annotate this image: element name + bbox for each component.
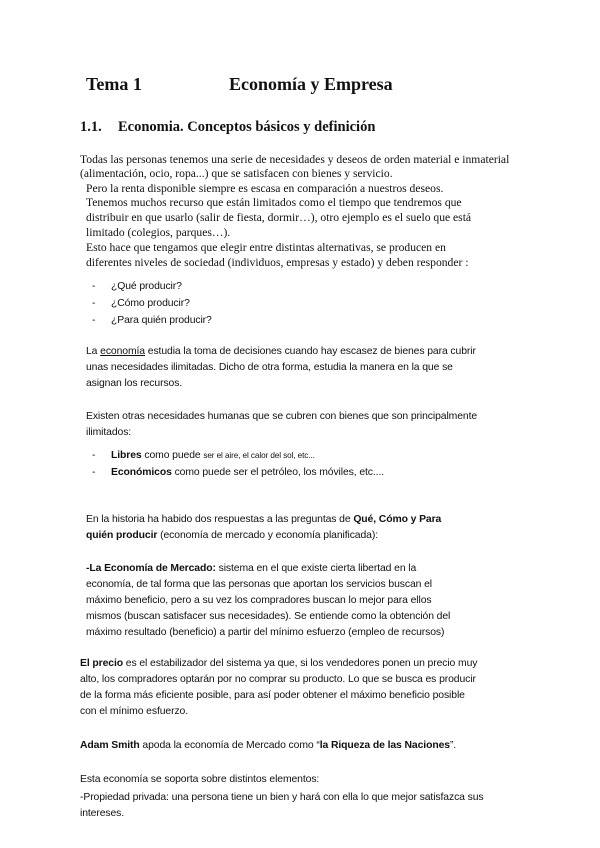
smith-book: la Riqueza de las Naciones (319, 740, 450, 751)
goods-item-libres: - Libres como puede ser el aire, el calor del sol, etc... (92, 450, 315, 461)
intro-line-3: Pero la renta disponible siempre es escasa en comparación a nuestros deseos. (86, 182, 444, 195)
economia-def-line-2: unas necesidades ilimitadas. Dicho de otra forma, estudia la manera en la que se (86, 362, 453, 373)
tema-title: Economía y Empresa (229, 74, 393, 94)
economia-def-line-3: asignan los recursos. (86, 378, 183, 389)
section-title: Economia. Conceptos básicos y definición (118, 119, 376, 135)
question-item-1: - ¿Qué producir? (92, 279, 95, 295)
market-line-4: mismos (buscan satisfacer sus necesidades). Se entiende como la obtención del (86, 611, 451, 622)
market-line-5: máximo resultado (beneficio) a partir del mínimo esfuerzo (empleo de recursos) (86, 627, 445, 638)
question-text: ¿Qué producir? (111, 281, 182, 292)
history-line-1: En la historia ha habido dos respuestas a las preguntas de Qué, Cómo y Para (86, 514, 442, 525)
smith-line: Adam Smith apoda la economía de Mercado como “la Riqueza de las Naciones”. (80, 740, 457, 751)
economia-term: economía (100, 346, 145, 357)
intro-line-8: diferentes niveles de sociedad (individuos, empresas y estado) y deben responder : (86, 256, 469, 269)
market-term: -La Economía de Mercado: (86, 563, 216, 574)
economicos-term: Económicos (111, 467, 172, 478)
intro-line-6: limitado (colegios, parques…). (86, 226, 231, 239)
goods-item-economicos: - Económicos como puede ser el petróleo, los móviles, etc.... (92, 467, 385, 478)
economia-def-line-1: La economía estudia la toma de decisiones cuando hay escasez de bienes para cubrir (86, 346, 476, 357)
question-item-2: - ¿Cómo producir? (92, 296, 95, 312)
price-line-2: alto, los compradores optarán por no comprar su producto. Lo que se busca es producir (80, 674, 476, 685)
tema-label: Tema 1 (86, 74, 142, 94)
price-line-3: de la forma más eficiente posible, para así poder obtener el máximo beneficio posible (80, 690, 465, 701)
question-text: ¿Para quién producir? (111, 315, 212, 326)
libres-term: Libres (111, 450, 142, 461)
intro-line-4: Tenemos muchos recurso que están limitados como el tiempo que tendremos que (86, 196, 462, 209)
other-needs-line-2: ilimitados: (86, 427, 132, 438)
elements-line-3: intereses. (80, 808, 125, 819)
price-line-4: con el mínimo esfuerzo. (80, 706, 189, 717)
price-line-1: El precio es el estabilizador del sistema ya que, si los vendedores ponen un precio muy (80, 658, 478, 669)
market-line-2: economía, de tal forma que las personas que aportan los servicios buscan el (86, 579, 432, 590)
other-needs-line-1: Existen otras necesidades humanas que se cubren con bienes que son principalmente (86, 411, 478, 422)
smith-name: Adam Smith (80, 740, 140, 751)
question-item-3: - ¿Para quién producir? (92, 313, 95, 329)
intro-line-5: distribuir en que usarlo (salir de fiesta, dormir…), otro ejemplo es el suelo que está (86, 211, 472, 224)
market-line-3: máximo beneficio, pero a su vez los compradores buscan lo mejor para ellos (86, 595, 432, 606)
elements-line-2: -Propiedad privada: una persona tiene un bien y hará con ella lo que mejor satisfazca sus (80, 792, 484, 803)
intro-line-2: (alimentación, ocio, ropa...) que se satisfacen con bienes y servicio. (80, 167, 393, 180)
question-text: ¿Cómo producir? (111, 298, 190, 309)
market-line-1: -La Economía de Mercado: sistema en el que existe cierta libertad en la (86, 563, 417, 574)
intro-line-1: Todas las personas tenemos una serie de necesidades y deseos de orden material e inmaterial (80, 153, 510, 166)
history-line-2: quién producir (economía de mercado y economía planificada): (86, 530, 378, 541)
section-number: 1.1. (80, 119, 102, 135)
intro-line-7: Esto hace que tengamos que elegir entre distintas alternativas, se producen en (86, 241, 446, 254)
price-term: El precio (80, 658, 123, 669)
elements-line-1: Esta economía se soporta sobre distintos elementos: (80, 774, 320, 785)
